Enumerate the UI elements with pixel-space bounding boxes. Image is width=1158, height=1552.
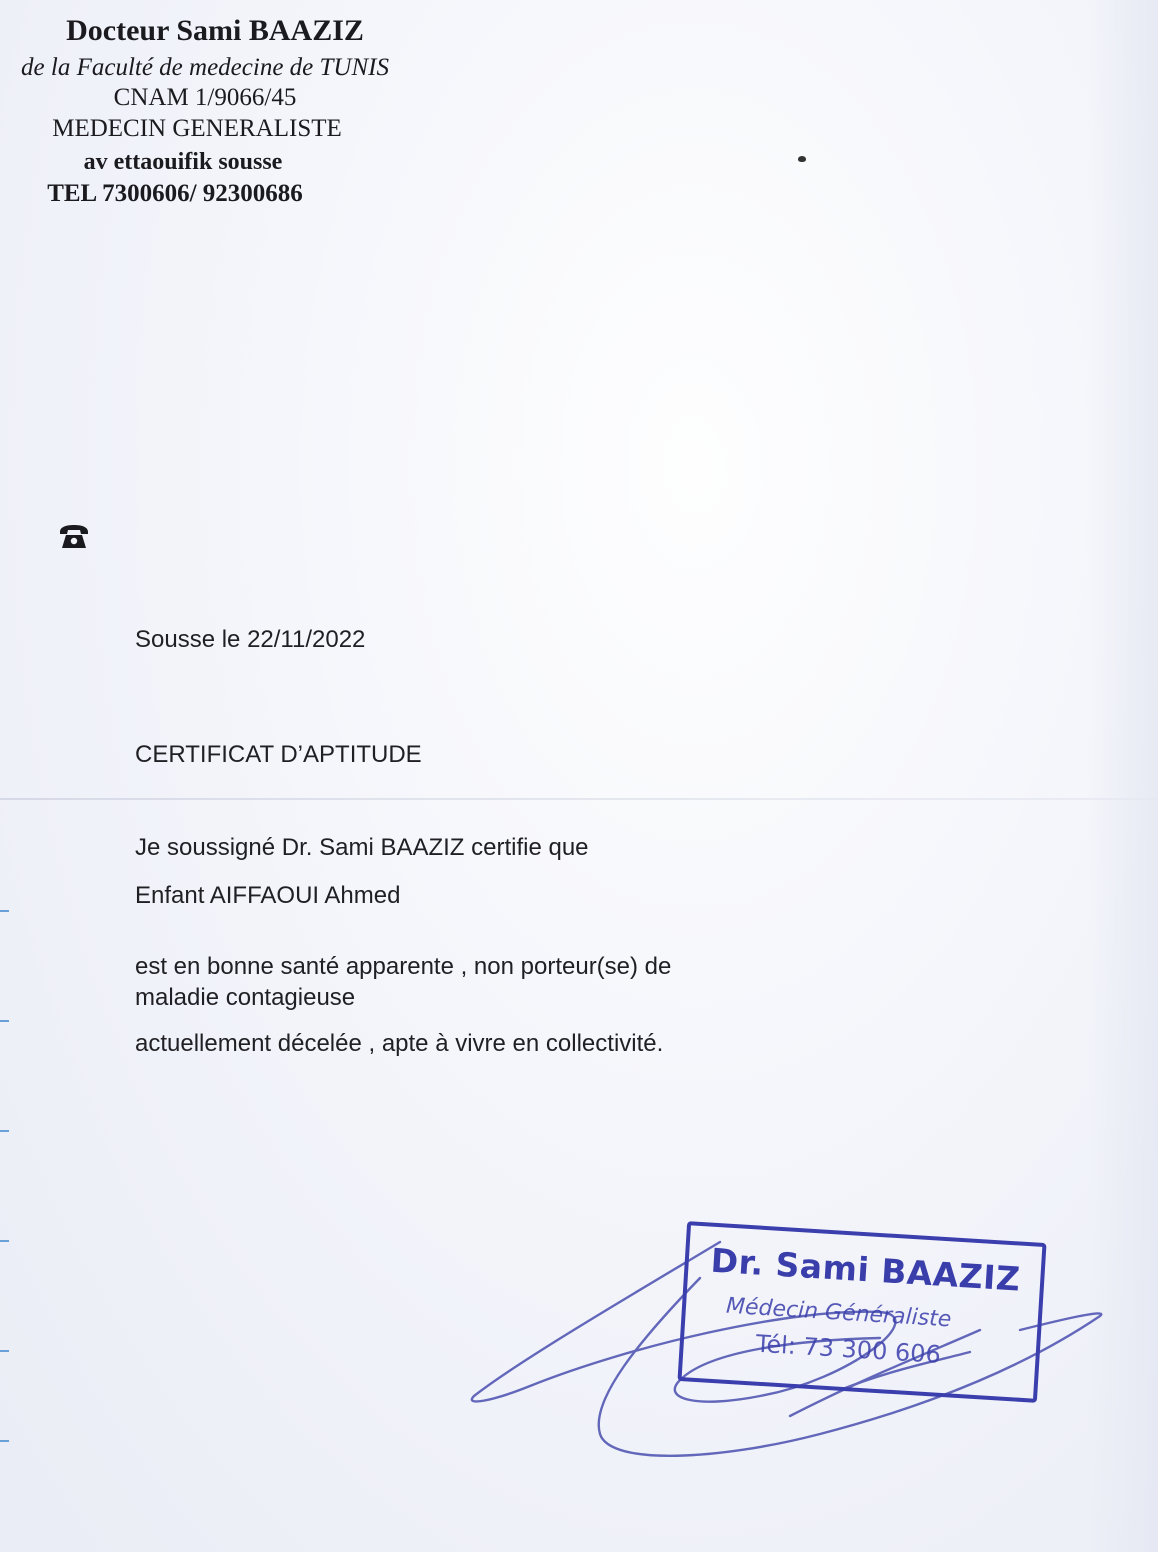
health-statement-line3: actuellement décelée , apte à vivre en collectivité. — [135, 1030, 664, 1057]
address: av ettaouifik sousse — [83, 149, 283, 175]
stamp-phone: Tél: 73 300 606 — [755, 1329, 942, 1369]
specialty: MEDECIN GENERALISTE — [52, 115, 342, 142]
left-edge-marks — [0, 900, 10, 1460]
ink-speck — [798, 156, 806, 162]
certificate-title: CERTIFICAT D’APTITUDE — [135, 741, 422, 768]
place-date: Sousse le 22/11/2022 — [135, 626, 366, 653]
telephone-icon — [58, 524, 90, 550]
doctor-name: Docteur Sami BAAZIZ — [66, 14, 364, 47]
faculty-line: de la Faculté de medecine de TUNIS — [21, 54, 389, 81]
stamp-specialty: Médecin Généraliste — [725, 1293, 953, 1333]
doctor-stamp — [677, 1221, 1046, 1403]
patient-name: Enfant AIFFAOUI Ahmed — [135, 882, 401, 909]
health-statement-line1: est en bonne santé apparente , non porteur(se) de — [135, 953, 672, 980]
certification-statement: Je soussigné Dr. Sami BAAZIZ certifie que — [135, 834, 589, 861]
health-statement-line2: maladie contagieuse — [135, 984, 356, 1011]
stamp-doctor-name: Dr. Sami BAAZIZ — [709, 1240, 1022, 1299]
paper-fold — [0, 798, 1158, 800]
phone-numbers: TEL 7300606/ 92300686 — [47, 180, 303, 207]
cnam-number: CNAM 1/9066/45 — [113, 84, 297, 111]
